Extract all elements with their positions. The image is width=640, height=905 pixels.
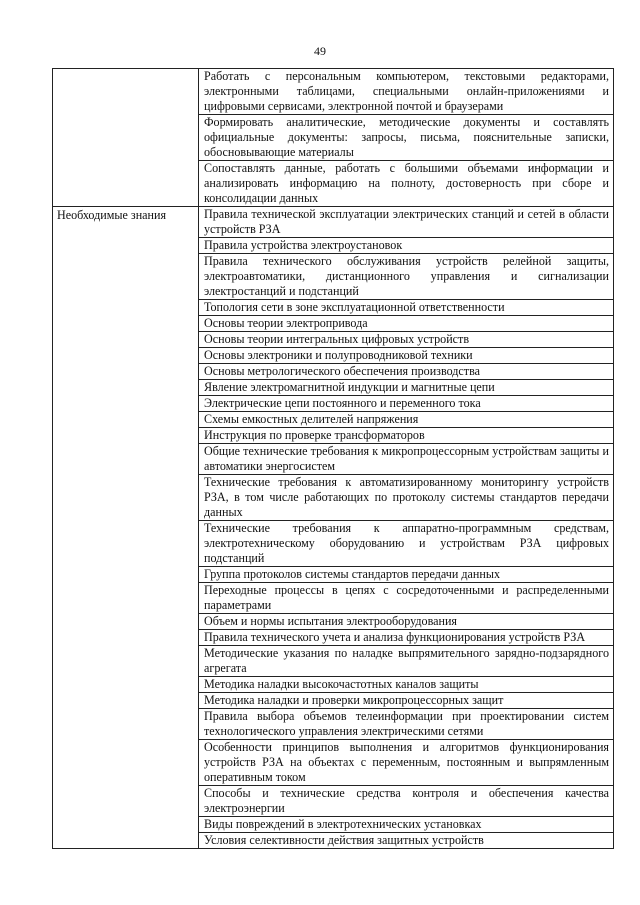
knowledge-item: Способы и технические средства контроля и обеспечения качества электроэнергии [199,786,614,817]
knowledge-item: Методика наладки высокочастотных каналов защиты [199,677,614,693]
knowledge-item: Основы теории интегральных цифровых устройств [199,332,614,348]
knowledge-item: Схемы емкостных делителей напряжения [199,412,614,428]
knowledge-item: Технические требования к аппаратно-программным средствам, электротехническому оборудованию и устройствам РЗА цифровых подстанций [199,521,614,567]
knowledge-item: Методика наладки и проверки микропроцессорных защит [199,693,614,709]
knowledge-item: Правила выбора объемов телеинформации при проектировании систем технологического управления электрическими сетями [199,709,614,740]
knowledge-item: Общие технические требования к микропроцессорным устройствам защиты и автоматики энергосистем [199,444,614,475]
knowledge-item: Группа протоколов системы стандартов передачи данных [199,567,614,583]
knowledge-item: Основы метрологического обеспечения производства [199,364,614,380]
empty-label-cell [53,69,199,207]
skill-cell: Сопоставлять данные, работать с большими объемами информации и анализировать информацию на полноту, достоверность при сборе и консолидации данных [199,161,614,207]
knowledge-item: Методические указания по наладке выпрямительного зарядно-подзарядного агрегата [199,646,614,677]
knowledge-item: Переходные процессы в цепях с сосредоточенными и распределенными параметрами [199,583,614,614]
table-row [53,69,614,115]
table-row [53,207,614,238]
knowledge-item: Условия селективности действия защитных устройств [199,833,614,849]
knowledge-item: Правила технической эксплуатации электрических станций и сетей в области устройств РЗА [199,207,614,238]
knowledge-item: Основы теории электропривода [199,316,614,332]
skill-cell: Формировать аналитические, методические документы и составлять официальные документы: запросы, письма, пояснительные записки, обосновывающие материалы [199,115,614,161]
knowledge-item: Правила технического учета и анализа функционирования устройств РЗА [199,630,614,646]
knowledge-item: Виды повреждений в электротехнических установках [199,817,614,833]
knowledge-label: Необходимые знания [53,207,199,849]
knowledge-item: Объем и нормы испытания электрооборудования [199,614,614,630]
knowledge-item: Основы электроники и полупроводниковой техники [199,348,614,364]
requirements-table [52,68,614,849]
knowledge-item: Топология сети в зоне эксплуатационной ответственности [199,300,614,316]
page-number: 49 [314,44,326,58]
knowledge-item: Правила технического обслуживания устройств релейной защиты, электроавтоматики, дистанционного управления и сигнализации электростанций и подстанций [199,254,614,300]
knowledge-item: Явление электромагнитной индукции и магнитные цепи [199,380,614,396]
knowledge-item: Правила устройства электроустановок [199,238,614,254]
knowledge-item: Особенности принципов выполнения и алгоритмов функционирования устройств РЗА на объектах с переменным, постоянным и выпрямленным оперативным током [199,740,614,786]
skill-cell: Работать с персональным компьютером, текстовыми редакторами, электронными таблицами, специальными онлайн-приложениями и цифровыми сервисами, электронной почтой и браузерами [199,69,614,115]
knowledge-item: Технические требования к автоматизированному мониторингу устройств РЗА, в том числе работающих по протоколу системы стандартов передачи данных [199,475,614,521]
knowledge-item: Инструкция по проверке трансформаторов [199,428,614,444]
knowledge-item: Электрические цепи постоянного и переменного тока [199,396,614,412]
